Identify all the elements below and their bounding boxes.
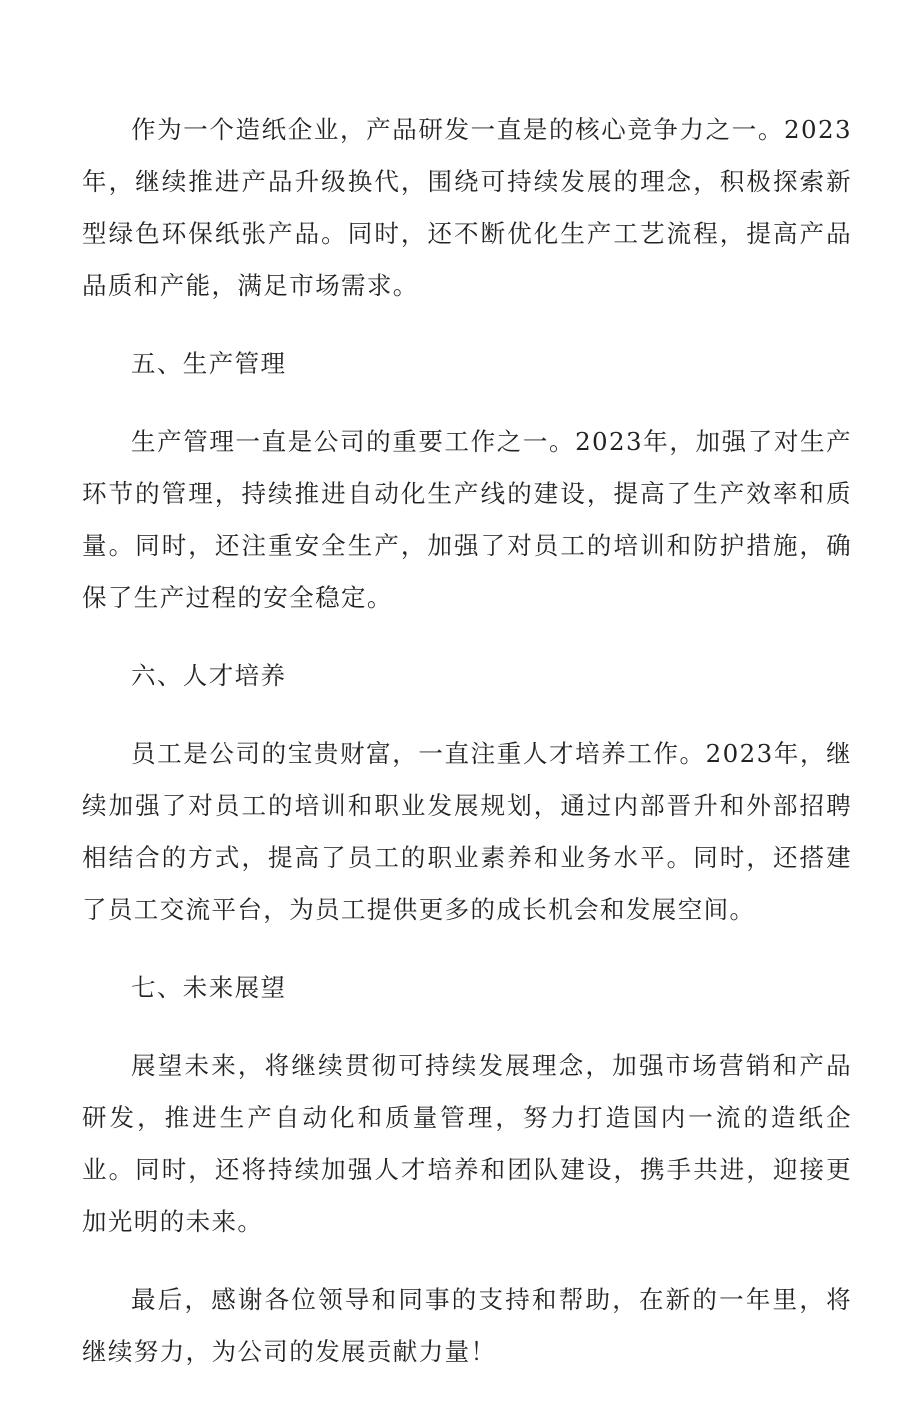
paragraph-talent-development: 员工是公司的宝贵财富，一直注重人才培养工作。2023年，继续加强了对员工的培训和职业发展规划，通过内部晋升和外部招聘相结合的方式，提高了员工的职业素养和业务水平。同时，还搭建了员工交流平台，为员工提供更多的成长机会和发展空间。 — [82, 739, 852, 924]
paragraph-future-outlook: 展望未来，将继续贯彻可持续发展理念，加强市场营销和产品研发，推进生产自动化和质量管理，努力打造国内一流的造纸企业。同时，还将持续加强人才培养和团队建设，携手共进，迎接更加光明的未来。 — [82, 1051, 852, 1236]
paragraph-closing: 最后，感谢各位领导和同事的支持和帮助，在新的一年里，将继续努力，为公司的发展贡献力量！ — [82, 1285, 852, 1366]
paragraph-product-rd: 作为一个造纸企业，产品研发一直是的核心竞争力之一。2023年，继续推进产品升级换代，围绕可持续发展的理念，积极探索新型绿色环保纸张产品。同时，还不断优化生产工艺流程，提高产品品质和产能，满足市场需求。 — [82, 115, 852, 300]
section-heading-talent-development: 六、人才培养 — [131, 661, 287, 690]
document-body — [82, 104, 852, 1404]
paragraph-production-management: 生产管理一直是公司的重要工作之一。2023年，加强了对生产环节的管理，持续推进自动化生产线的建设，提高了生产效率和质量。同时，还注重安全生产，加强了对员工的培训和防护措施，确保了生产过程的安全稳定。 — [82, 427, 852, 612]
section-heading-future-outlook: 七、未来展望 — [131, 973, 287, 1002]
section-heading-production-management: 五、生产管理 — [131, 349, 287, 378]
